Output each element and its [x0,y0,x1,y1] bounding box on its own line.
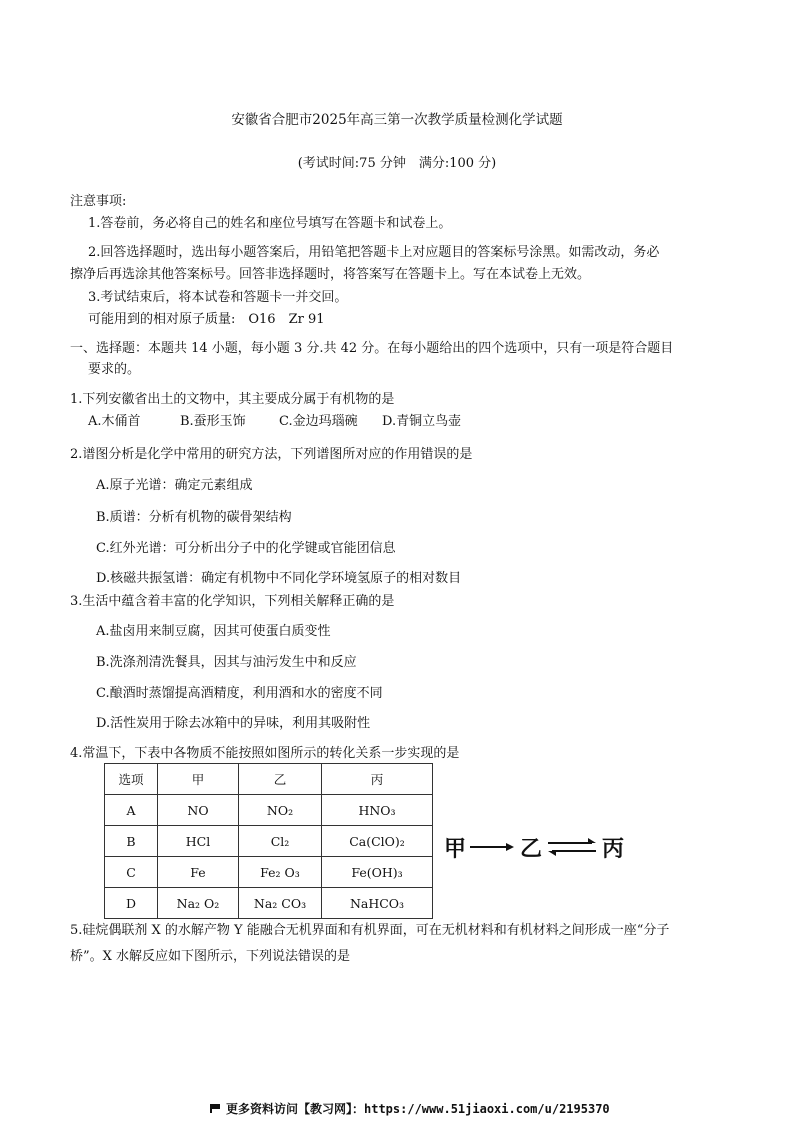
question-2-option-d: D.核磁共振氢谱：确定有机物中不同化学环境氢原子的相对数目 [96,571,462,586]
table-header-row [105,764,433,795]
table-header: 丙 [322,764,433,795]
question-3-option-d: D.活性炭用于除去冰箱中的异味，利用其吸附性 [96,716,371,731]
page-title: 安徽省合肥市2025年高三第一次教学质量检测化学试题 [231,112,563,128]
question-1-stem: 1.下列安徽省出土的文物中，其主要成分属于有机物的是 [70,392,395,407]
notice-item-1: 1.答卷前，务必将自己的姓名和座位号填写在答题卡和试卷上。 [88,216,452,231]
question-1-option-b: B.蚕形玉饰 [180,414,246,429]
table-cell: NO [158,795,239,826]
footer-link[interactable] [210,1100,610,1117]
section-heading-cont: 要求的。 [88,362,141,377]
table-cell: Fe₂ O₃ [239,857,322,888]
question-2-stem: 2.谱图分析是化学中常用的研究方法，下列谱图所对应的作用错误的是 [70,447,473,462]
question-2-option-a: A.原子光谱：确定元素组成 [96,478,253,493]
reversible-arrow-icon [546,836,598,858]
conversion-diagram [444,830,624,864]
table-cell: Fe(OH)₃ [322,857,433,888]
table-row [105,888,433,919]
table-cell: Cl₂ [239,826,322,857]
table-cell: NaHCO₃ [322,888,433,919]
question-3-option-a: A.盐卤用来制豆腐，因其可使蛋白质变性 [96,624,331,639]
diagram-label-jia: 甲 [444,837,467,862]
table-row [105,795,433,826]
notice-item-3: 3.考试结束后，将本试卷和答题卡一并交回。 [88,290,348,305]
section-heading: 一、选择题：本题共 14 小题，每小题 3 分.共 42 分。在每小题给出的四个选项中，只有一项是符合题目 [70,341,674,356]
arrow-right-icon [468,838,516,856]
table-header: 乙 [239,764,322,795]
question-3-stem: 3.生活中蕴含着丰富的化学知识，下列相关解释正确的是 [70,594,395,609]
question-2-option-c: C.红外光谱：可分析出分子中的化学键或官能团信息 [96,541,396,556]
table-cell: Na₂ O₂ [158,888,239,919]
atomic-mass-note: 可能用到的相对原子质量: O16 Zr 91 [88,312,325,327]
table-row [105,826,433,857]
question-1-option-a: A.木俑首 [88,414,141,429]
table-cell: A [105,795,158,826]
table-cell: Na₂ CO₃ [239,888,322,919]
notice-item-2-cont: 擦净后再选涂其他答案标号。回答非选择题时，将答案写在答题卡上。写在本试卷上无效。 [70,267,591,282]
question-2-option-b: B.质谱：分析有机物的碳骨架结构 [96,510,292,525]
question-1-option-c: C.金边玛瑙碗 [279,414,358,429]
table-cell: Fe [158,857,239,888]
table-cell: D [105,888,158,919]
diagram-label-yi: 乙 [520,837,543,862]
table-cell: B [105,826,158,857]
table-cell: C [105,857,158,888]
question-1-option-d: D.青铜立鸟壶 [382,414,462,429]
question-5-stem: 5.硅烷偶联剂 X 的水解产物 Y 能融合无机界面和有机界面，可在无机材料和有机材料之间形成一座“分子 [70,923,670,938]
table-header: 甲 [158,764,239,795]
question-5-stem-cont: 桥”。X 水解反应如下图所示，下列说法错误的是 [70,949,351,964]
table-cell: HCl [158,826,239,857]
table-cell: HNO₃ [322,795,433,826]
notice-heading: 注意事项: [70,194,127,209]
table-cell: Ca(ClO)₂ [322,826,433,857]
question-4-table [104,763,433,919]
footer-text: 更多资料访问【教习网】：https://www.51jiaoxi.com/u/2195370 [226,1102,610,1116]
table-header: 选项 [105,764,158,795]
notice-item-2: 2.回答选择题时，选出每小题答案后，用铅笔把答题卡上对应题目的答案标号涂黑。如需改动，务必 [88,245,660,260]
table-row [105,857,433,888]
question-3-option-c: C.酿酒时蒸馏提高酒精度，利用酒和水的密度不同 [96,686,383,701]
question-4-stem: 4.常温下，下表中各物质不能按照如图所示的转化关系一步实现的是 [70,746,460,761]
flag-icon [210,1104,222,1113]
exam-info: (考试时间:75 分钟 满分:100 分) [297,156,497,171]
table-cell: NO₂ [239,795,322,826]
diagram-label-bing: 丙 [602,837,625,862]
question-3-option-b: B.洗涤剂清洗餐具，因其与油污发生中和反应 [96,655,357,670]
